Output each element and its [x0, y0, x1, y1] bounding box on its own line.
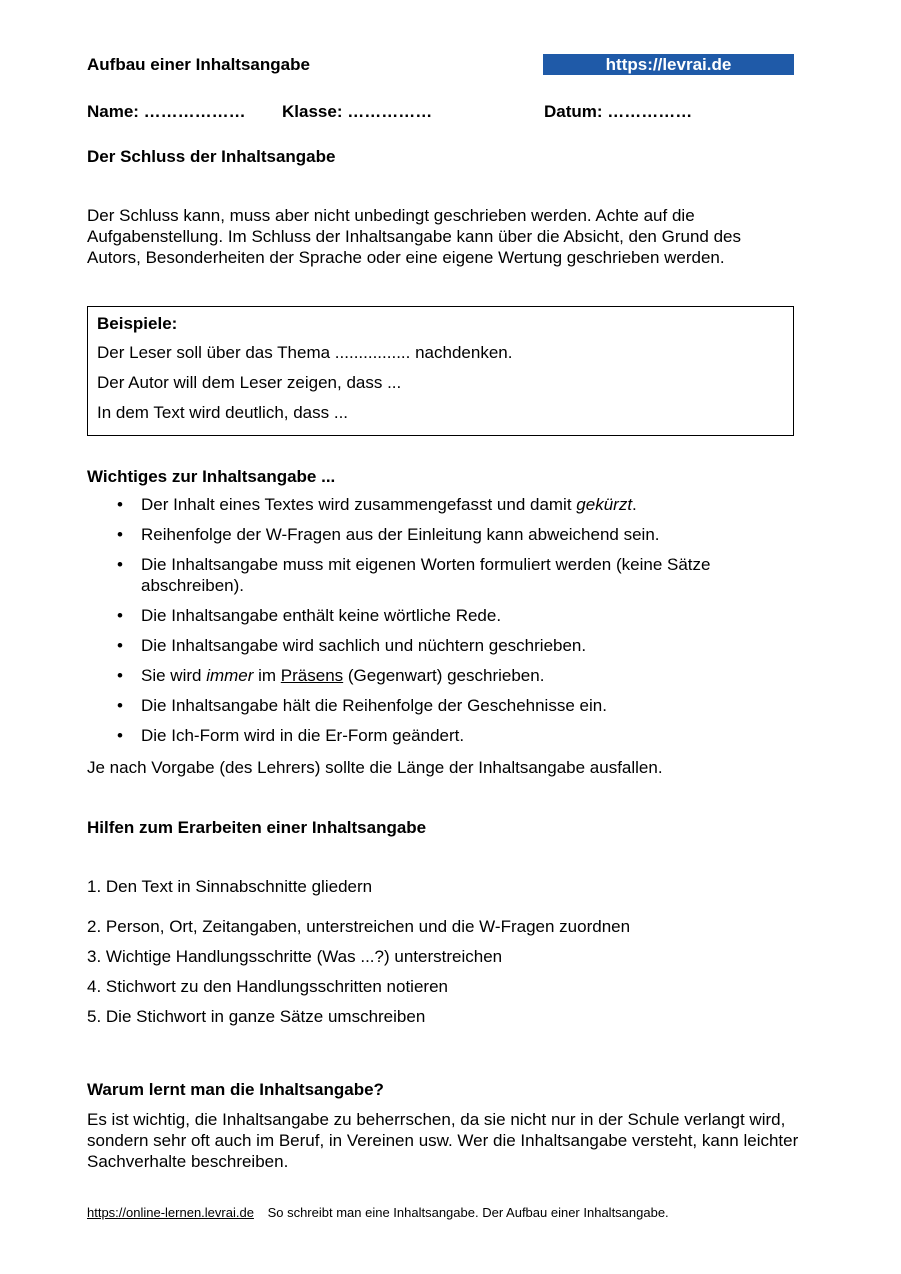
klasse-field: Klasse: ……………: [282, 102, 433, 121]
bullet-icon: •: [117, 636, 123, 655]
list-item: • Die Inhaltsangabe wird sachlich und nüchtern geschrieben.: [117, 636, 587, 655]
bullet-icon: •: [117, 606, 123, 625]
beispiele-heading: Beispiele:: [97, 314, 178, 333]
site-url-banner[interactable]: https://levrai.de: [543, 54, 794, 75]
bullet-icon: •: [117, 525, 123, 544]
step-item: 5. Die Stichwort in ganze Sätze umschreiben: [87, 1007, 426, 1026]
wichtiges-list: [87, 494, 787, 755]
list-item: • Die Inhaltsangabe enthält keine wörtliche Rede.: [117, 606, 502, 625]
warum-paragraph: Es ist wichtig, die Inhaltsangabe zu beherrschen, da sie nicht nur in der Schule verlangt wird, sondern sehr oft auch im Beruf, in Vereinen usw. Wer die Inhaltsangabe versteht, kann leichter Sachverhalte beschreiben.: [87, 1110, 799, 1171]
beispiel-line: In dem Text wird deutlich, dass ...: [97, 403, 349, 422]
footer-text: So schreibt man eine Inhaltsangabe. Der Aufbau einer Inhaltsangabe.: [267, 1205, 669, 1220]
list-item: • Die Inhaltsangabe hält die Reihenfolge der Geschehnisse ein.: [117, 696, 607, 715]
section-heading-warum: Warum lernt man die Inhaltsangabe?: [87, 1080, 384, 1099]
schluss-paragraph: Der Schluss kann, muss aber nicht unbedingt geschrieben werden. Achte auf die Aufgabenstellung. Im Schluss der Inhaltsangabe kann über die Absicht, den Grund des Autors, Besonderheiten der Sprache oder eine eigene Wertung geschrieben werden.: [87, 206, 741, 267]
list-item: • Reihenfolge der W-Fragen aus der Einleitung kann abweichend sein.: [117, 525, 660, 544]
step-item: 1. Den Text in Sinnabschnitte gliedern: [87, 877, 373, 896]
list-item: • Die Inhaltsangabe muss mit eigenen Worten formuliert werden (keine Sätze abschreiben).: [117, 555, 711, 595]
list-item: • Der Inhalt eines Textes wird zusammengefasst und damit gekürzt.: [117, 495, 637, 514]
footer: [87, 1205, 669, 1220]
step-item: 4. Stichwort zu den Handlungsschritten notieren: [87, 977, 448, 996]
section-heading-schluss: Der Schluss der Inhaltsangabe: [87, 147, 336, 166]
laenge-note: Je nach Vorgabe (des Lehrers) sollte die Länge der Inhaltsangabe ausfallen.: [87, 758, 663, 777]
bullet-icon: •: [117, 666, 123, 685]
bullet-icon: •: [117, 495, 123, 514]
bullet-icon: •: [117, 696, 123, 715]
list-item: • Sie wird immer im Präsens (Gegenwart) geschrieben.: [117, 666, 545, 685]
document-title: Aufbau einer Inhaltsangabe: [87, 55, 310, 74]
beispiele-box: [87, 306, 794, 436]
footer-link[interactable]: https://online-lernen.levrai.de: [87, 1205, 254, 1220]
step-item: 3. Wichtige Handlungsschritte (Was ...?) unterstreichen: [87, 947, 503, 966]
step-item: 2. Person, Ort, Zeitangaben, unterstreichen und die W-Fragen zuordnen: [87, 917, 631, 936]
list-item: • Die Ich-Form wird in die Er-Form geändert.: [117, 726, 465, 745]
section-heading-wichtiges: Wichtiges zur Inhaltsangabe ...: [87, 467, 336, 486]
name-field: Name: ………………: [87, 102, 246, 121]
bullet-icon: •: [117, 726, 123, 745]
section-heading-hilfen: Hilfen zum Erarbeiten einer Inhaltsangabe: [87, 818, 427, 837]
beispiel-line: Der Autor will dem Leser zeigen, dass ...: [97, 373, 402, 392]
beispiel-line: Der Leser soll über das Thema ................ nachdenken.: [97, 343, 513, 362]
datum-field: Datum: ……………: [544, 102, 693, 121]
bullet-icon: •: [117, 555, 123, 574]
